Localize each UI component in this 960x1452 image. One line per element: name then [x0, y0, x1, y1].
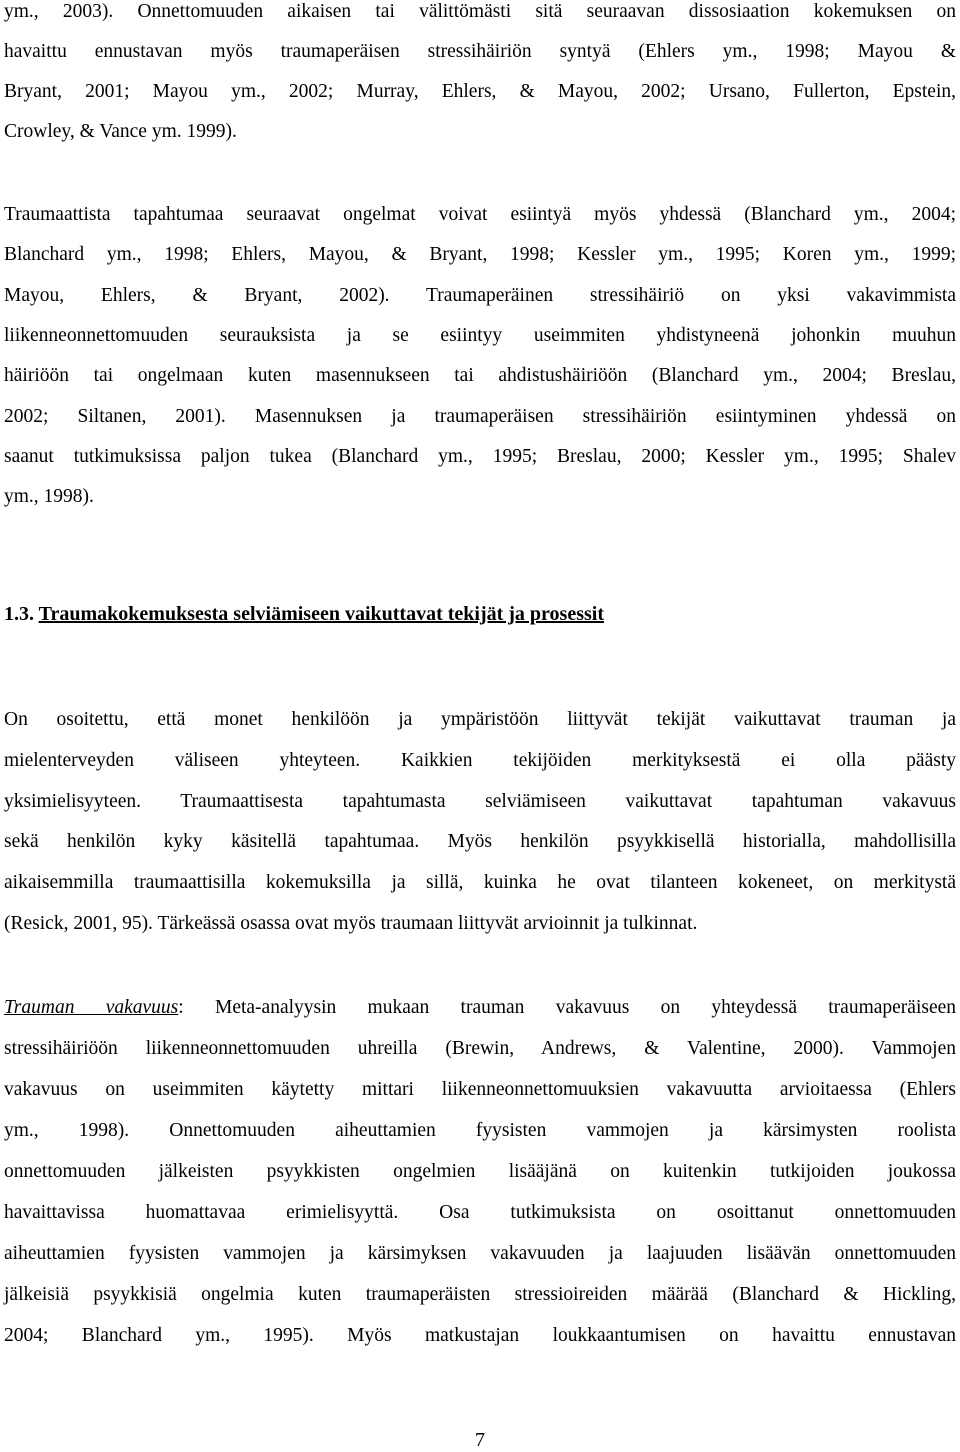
paragraph-2-line: 2002; Siltanen, 2001). Masennuksen ja traumaperäisen stressihäiriön esiintyminen yhdessä on — [4, 406, 956, 427]
paragraph-2-line: Mayou, Ehlers, & Bryant, 2002). Traumaperäinen stressihäiriö on yksi vakavimmista — [4, 285, 956, 306]
paragraph-2-line: häiriöön tai ongelmaan kuten masennukseen tai ahdistushäiriöön (Blanchard ym., 2004; Breslau, — [4, 365, 956, 386]
paragraph-2-line: liikenneonnettomuuden seurauksista ja se esiintyy useimmiten yhdistyneenä johonkin muuhun — [4, 325, 956, 346]
paragraph-2-line: ym., 1998). — [4, 486, 94, 507]
paragraph-2-line: saanut tutkimuksissa paljon tukea (Blanchard ym., 1995; Breslau, 2000; Kessler ym., 1995; Shalev — [4, 446, 956, 467]
paragraph-4-line: vakavuus on useimmiten käytetty mittari liikenneonnettomuuksien vakavuutta arvioitaessa (Ehlers — [4, 1079, 956, 1100]
paragraph-3-line: aikaisemmilla traumaattisilla kokemuksilla ja sillä, kuinka he ovat tilanteen kokeneet, on merkitystä — [4, 872, 956, 893]
paragraph-4-line: ym., 1998). Onnettomuuden aiheuttamien fyysisten vammojen ja kärsimysten roolista — [4, 1120, 956, 1141]
term-trauman-vakavuus: Trauman vakavuus — [4, 997, 179, 1018]
paragraph-3-line: (Resick, 2001, 95). Tärkeässä osassa ovat myös traumaan liittyvät arvioinnit ja tulkinnat. — [4, 913, 698, 934]
section-number: 1.3. — [4, 603, 34, 625]
paragraph-3-line: On osoitettu, että monet henkilöön ja ympäristöön liittyvät tekijät vaikuttavat trauman ja — [4, 709, 956, 730]
paragraph-1-line: havaittu ennustavan myös traumaperäisen stressihäiriön syntyä (Ehlers ym., 1998; Mayou & — [4, 41, 956, 62]
paragraph-4-first-line — [4, 998, 956, 1018]
section-heading — [4, 603, 604, 626]
section-title: Traumakokemuksesta selviämiseen vaikuttavat tekijät ja prosessit — [38, 603, 605, 625]
paragraph-4-lead-text: : Meta-analyysin mukaan trauman vakavuus on yhteydessä traumaperäiseen — [178, 997, 957, 1018]
paragraph-1-line: ym., 2003). Onnettomuuden aikaisen tai välittömästi sitä seuraavan dissosiaation kokemuksen on — [4, 1, 956, 22]
paragraph-4-line: 2004; Blanchard ym., 1995). Myös matkustajan loukkaantumisen on havaittu ennustavan — [4, 1325, 956, 1346]
paragraph-3-line: mielenterveyden väliseen yhteyteen. Kaikkien tekijöiden merkityksestä ei olla päästy — [4, 750, 956, 771]
paragraph-2-line: Traumaattista tapahtumaa seuraavat ongelmat voivat esiintyä myös yhdessä (Blanchard ym., 2004; — [4, 204, 956, 225]
paragraph-4-line: stressihäiriöön liikenneonnettomuuden uhreilla (Brewin, Andrews, & Valentine, 2000). Vammojen — [4, 1038, 956, 1059]
paragraph-1-line: Bryant, 2001; Mayou ym., 2002; Murray, Ehlers, & Mayou, 2002; Ursano, Fullerton, Epstein, — [4, 81, 956, 102]
paragraph-3-line: yksimielisyyteen. Traumaattisesta tapahtumasta selviämiseen vaikuttavat tapahtuman vakavuus — [4, 791, 956, 812]
paragraph-4-line: havaittavissa huomattavaa erimielisyyttä. Osa tutkimuksista on osoittanut onnettomuuden — [4, 1202, 956, 1223]
paragraph-3-line: sekä henkilön kyky käsitellä tapahtumaa. Myös henkilön psyykkisellä historialla, mahdollisilla — [4, 831, 956, 852]
paragraph-4-line: aiheuttamien fyysisten vammojen ja kärsimyksen vakavuuden ja laajuuden lisäävän onnettomuuden — [4, 1243, 956, 1264]
page-number: 7 — [475, 1429, 485, 1451]
paragraph-1-line: Crowley, & Vance ym. 1999). — [4, 121, 237, 142]
paragraph-4-line: jälkeisiä psyykkisiä ongelmia kuten traumaperäisten stressioireiden määrää (Blanchard & Hickling, — [4, 1284, 956, 1305]
paragraph-4-line: onnettomuuden jälkeisten psyykkisten ongelmien lisääjänä on kuitenkin tutkijoiden joukossa — [4, 1161, 956, 1182]
paragraph-2-line: Blanchard ym., 1998; Ehlers, Mayou, & Bryant, 1998; Kessler ym., 1995; Koren ym., 1999; — [4, 244, 956, 265]
